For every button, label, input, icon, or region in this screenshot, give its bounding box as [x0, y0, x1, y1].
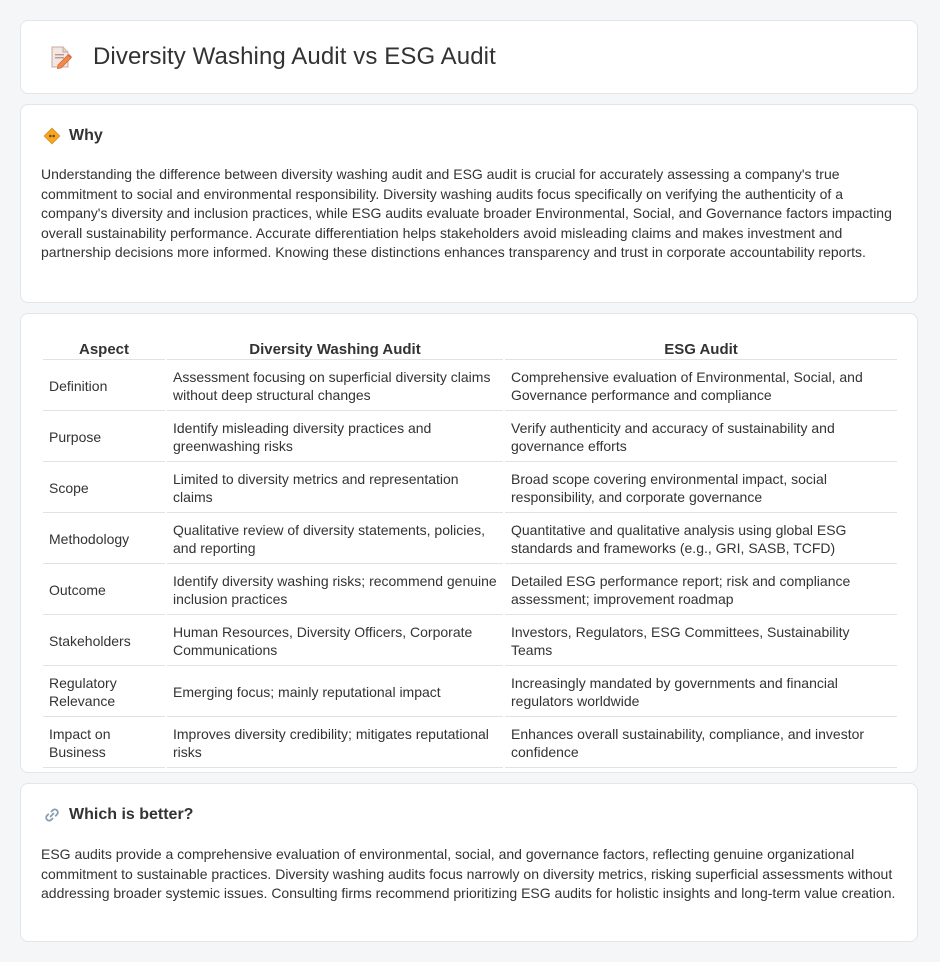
table-row: [43, 515, 897, 564]
diversity-cell: Improves diversity credibility; mitigates reputational risks: [167, 719, 503, 768]
diversity-cell: Limited to diversity metrics and representation claims: [167, 464, 503, 513]
link-icon: [43, 806, 61, 824]
better-heading: Which is better?: [69, 806, 194, 823]
esg-cell: Verify authenticity and accuracy of sustainability and governance efforts: [505, 413, 897, 462]
aspect-cell: Scope: [43, 464, 165, 513]
aspect-cell: Purpose: [43, 413, 165, 462]
why-card: [20, 104, 918, 303]
why-body: Understanding the difference between diversity washing audit and ESG audit is crucial for accurately assessing a company's true commitment to social and environmental responsibility. Diversity washing audits focus specifically on verifying the authenticity of a company's diversity and inclusion practices, while ESG audits evaluate broader Environmental, Social, and Governance factors impacting overall sustainability performance. Accurate differentiation helps stakeholders avoid misleading claims and makes investment and partnership decisions more informed. Knowing these distinctions enhances transparency and trust in corporate accountability reports.: [41, 166, 892, 260]
table-row: [43, 413, 897, 462]
esg-cell: Investors, Regulators, ESG Committees, Sustainability Teams: [505, 617, 897, 666]
table-row: [43, 668, 897, 717]
esg-cell: Enhances overall sustainability, compliance, and investor confidence: [505, 719, 897, 768]
esg-cell: Detailed ESG performance report; risk and compliance assessment; improvement roadmap: [505, 566, 897, 615]
better-heading-row: [43, 806, 193, 824]
table-row: [43, 719, 897, 768]
aspect-cell: Methodology: [43, 515, 165, 564]
diversity-cell: Qualitative review of diversity statements, policies, and reporting: [167, 515, 503, 564]
better-body: ESG audits provide a comprehensive evaluation of environmental, social, and governance factors, reflecting genuine organizational commitment to sustainable practices. Diversity washing audits focus narrowly on diversity metrics, risking superficial assessments without addressing broader systemic issues. Consulting firms recommend prioritizing ESG audits for holistic insights and long-term value creation.: [41, 846, 896, 901]
table-row: [43, 566, 897, 615]
comparison-table: [41, 334, 899, 770]
aspect-cell: Regulatory Relevance: [43, 668, 165, 717]
table-row: [43, 362, 897, 411]
table-row: [43, 617, 897, 666]
document-pencil-icon: [47, 44, 73, 70]
why-heading: Why: [69, 127, 103, 144]
esg-cell: Increasingly mandated by governments and financial regulators worldwide: [505, 668, 897, 717]
comparison-card: [20, 313, 918, 773]
table-header-row: [43, 336, 897, 360]
esg-cell: Quantitative and qualitative analysis using global ESG standards and frameworks (e.g., GRI, SASB, TCFD): [505, 515, 897, 564]
diversity-cell: Identify diversity washing risks; recommend genuine inclusion practices: [167, 566, 503, 615]
aspect-cell: Impact on Business: [43, 719, 165, 768]
header-card: [20, 20, 918, 94]
why-heading-row: [43, 127, 103, 145]
table-row: [43, 464, 897, 513]
header-esg-audit: ESG Audit: [505, 336, 897, 360]
aspect-cell: Stakeholders: [43, 617, 165, 666]
diversity-cell: Assessment focusing on superficial diversity claims without deep structural changes: [167, 362, 503, 411]
header-diversity-washing-audit: Diversity Washing Audit: [167, 336, 503, 360]
aspect-cell: Outcome: [43, 566, 165, 615]
diversity-cell: Identify misleading diversity practices and greenwashing risks: [167, 413, 503, 462]
diversity-cell: Human Resources, Diversity Officers, Corporate Communications: [167, 617, 503, 666]
diversity-cell: Emerging focus; mainly reputational impact: [167, 668, 503, 717]
diamond-sign-icon: [43, 127, 61, 145]
title-row: [47, 43, 496, 71]
header-aspect: Aspect: [43, 336, 165, 360]
which-is-better-card: [20, 783, 918, 942]
page-title: Diversity Washing Audit vs ESG Audit: [93, 43, 496, 70]
esg-cell: Comprehensive evaluation of Environmental, Social, and Governance performance and compliance: [505, 362, 897, 411]
aspect-cell: Definition: [43, 362, 165, 411]
esg-cell: Broad scope covering environmental impact, social responsibility, and corporate governance: [505, 464, 897, 513]
